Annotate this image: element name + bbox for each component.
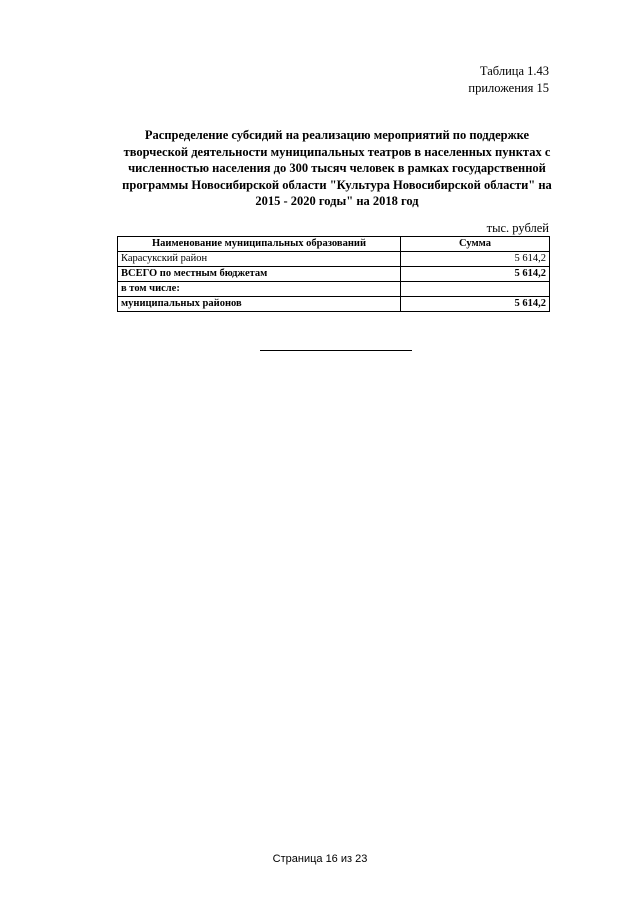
districts-label: муниципальных районов	[118, 297, 401, 312]
districts-value: 5 614,2	[401, 297, 550, 312]
appendix-number: приложения 15	[468, 81, 549, 95]
table-number: Таблица 1.43	[479, 64, 549, 78]
sum-value: 5 614,2	[401, 252, 550, 267]
table-row	[118, 252, 550, 267]
table-row-total	[118, 267, 550, 282]
separator-line	[260, 350, 412, 351]
table-row-including	[118, 282, 550, 297]
header-municipality: Наименование муниципальных образований	[118, 237, 401, 252]
municipality-name: Карасукский район	[118, 252, 401, 267]
table-header-row	[118, 237, 550, 252]
table-reference	[468, 63, 549, 97]
page-number: Страница 16 из 23	[272, 853, 368, 865]
header-sum: Сумма	[401, 237, 550, 252]
including-label: в том числе:	[118, 282, 401, 297]
subsidy-table	[117, 236, 550, 312]
document-title: Распределение субсидий на реализацию мероприятий по поддержке творческой деятельности муниципальных театров в населенных пунктах с численностью населения до 300 тысяч человек в рамках государственной программы Новосибирской области "Культура Новосибирской области" на 2015 - 2020 годы" на 2018 год	[122, 128, 552, 209]
total-value: 5 614,2	[401, 267, 550, 282]
table-row-districts	[118, 297, 550, 312]
including-value	[401, 282, 550, 297]
total-label: ВСЕГО по местным бюджетам	[118, 267, 401, 282]
unit-label: тыс. рублей	[486, 221, 549, 235]
